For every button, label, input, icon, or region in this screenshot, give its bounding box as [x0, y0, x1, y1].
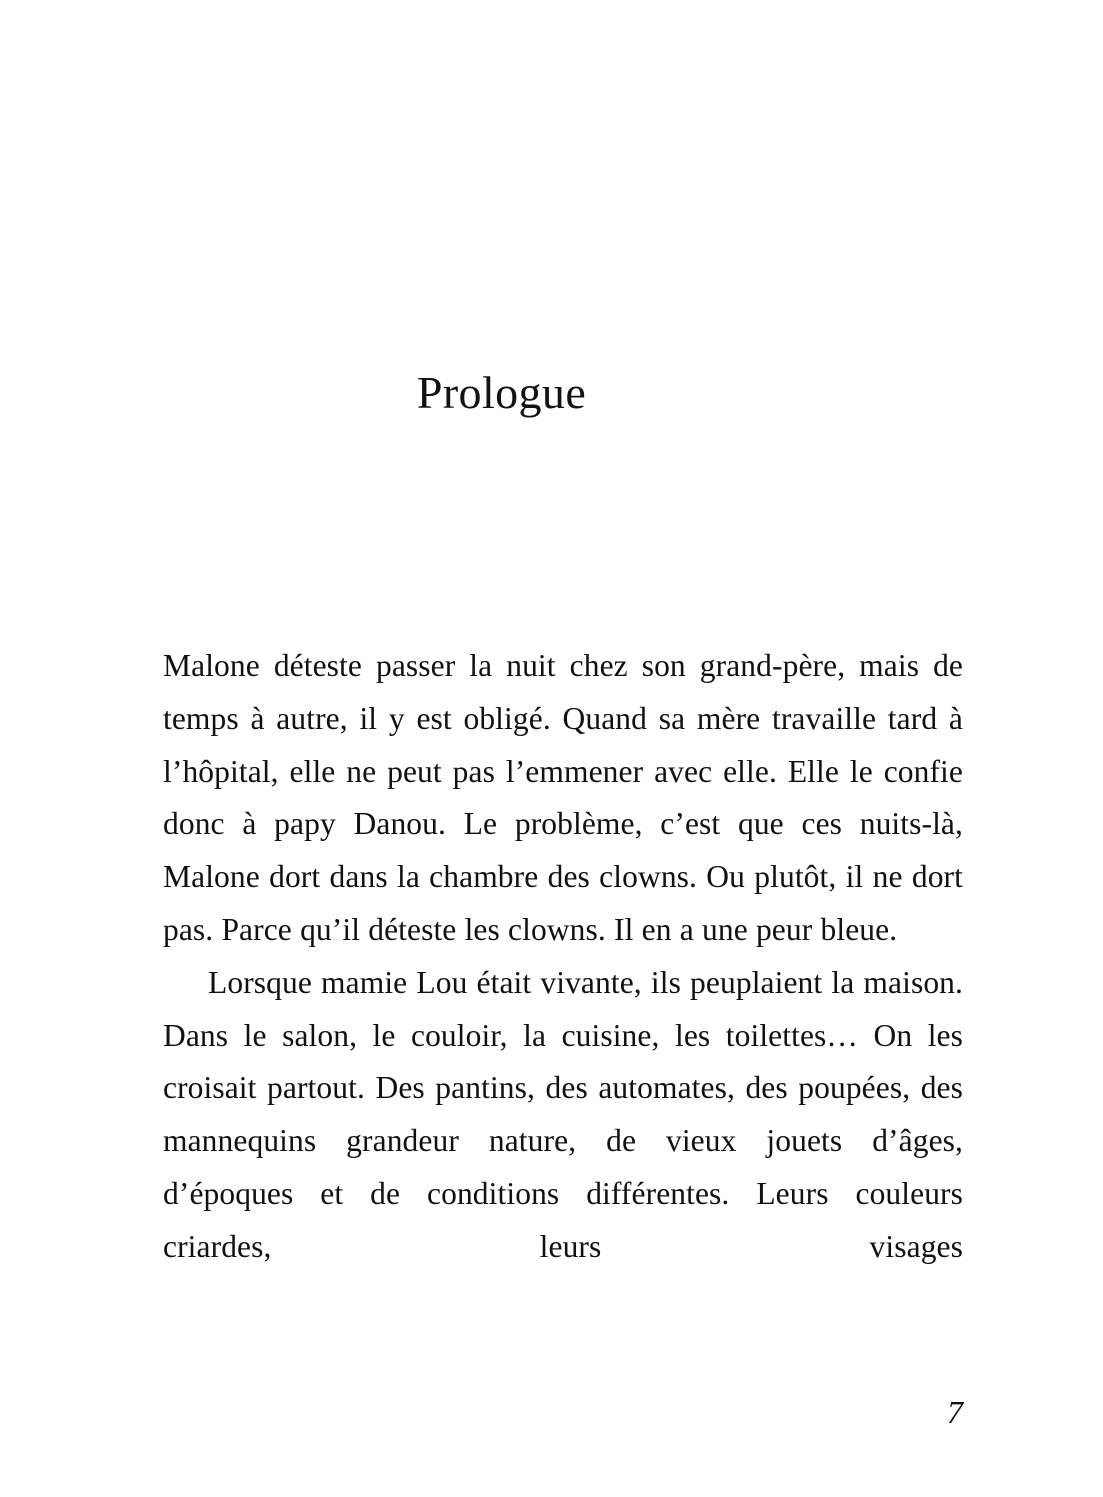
- page-number: 7: [947, 1394, 963, 1430]
- chapter-title: Prologue: [416, 366, 587, 418]
- paragraph: Lorsque mamie Lou était vivante, ils peuplaient la maison. Dans le salon, le couloir, la cuisine, les toilettes… On les croisait partout. Des pantins, des automates, des poupées, des mannequins grandeur nature, de vieux jouets d’âges, d’époques et de conditions différentes. Leurs couleurs criardes, leurs visages: [163, 964, 963, 1264]
- body-text: [163, 640, 963, 1274]
- paragraph: Malone déteste passer la nuit chez son grand-père, mais de temps à autre, il y est obligé. Quand sa mère travaille tard à l’hôpital, elle ne peut pas l’emmener avec elle. Elle le confie donc à papy Danou. Le problème, c’est que ces nuits-là, Malone dort dans la chambre des clowns. Ou plutôt, il ne dort pas. Parce qu’il déteste les clowns. Il en a une peur bleue.: [163, 648, 963, 947]
